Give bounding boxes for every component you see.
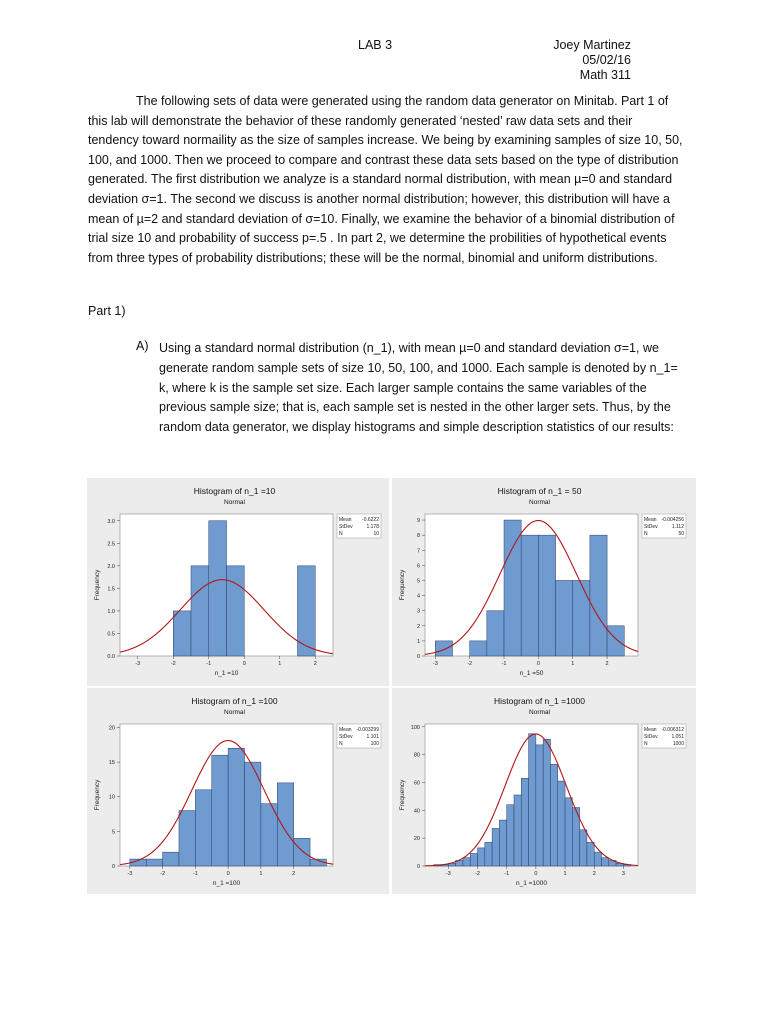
- x-tick-label: 0: [534, 871, 538, 877]
- y-tick-label: 7: [416, 548, 420, 555]
- histogram-bar: [543, 739, 550, 866]
- histogram-bar: [173, 611, 191, 656]
- stats-label: N: [339, 531, 343, 537]
- histogram-bar: [521, 778, 528, 866]
- y-tick-label: 3: [416, 608, 420, 615]
- stats-label: Mean: [644, 727, 657, 733]
- stats-value: 1.051: [671, 734, 684, 740]
- histogram-bar: [529, 734, 536, 866]
- histogram-n100-panel: [87, 688, 389, 894]
- histogram-bar: [565, 798, 572, 866]
- histogram-n50: [392, 478, 696, 686]
- histogram-bar: [485, 842, 492, 866]
- x-tick-label: -2: [160, 871, 166, 877]
- stats-value: 1000: [672, 741, 684, 747]
- y-tick-label: 4: [416, 593, 420, 600]
- y-tick-label: 1.5: [107, 586, 115, 593]
- x-tick-label: 2: [313, 661, 317, 667]
- part-a-paragraph: Using a standard normal distribution (n_1), with mean µ=0 and standard deviation σ=1, we generate random sample sets of size 10, 50, 100, and 1000. Each sample is denoted by n_1= k, where k is the sample set size. Each larger sample contains the same variables of the previous sample size; that is, each sample set is nested in the other larger sets. Thus, by the random data generator, we display histograms and simple description statistics of our results:: [159, 341, 678, 435]
- histogram-bar: [191, 566, 209, 656]
- x-tick-label: 0: [242, 661, 246, 667]
- x-tick-label: 0: [226, 871, 230, 877]
- histogram-bar: [556, 580, 573, 656]
- y-axis-label: Frequency: [399, 569, 406, 601]
- x-tick-label: -3: [135, 661, 141, 667]
- chart-subtitle: Normal: [224, 709, 245, 716]
- y-tick-label: 5: [111, 829, 115, 836]
- x-tick-label: -2: [467, 661, 473, 667]
- y-tick-label: 40: [413, 808, 420, 815]
- y-tick-label: 0.0: [107, 654, 115, 660]
- x-axis-label: n_1 =100: [212, 880, 241, 887]
- histogram-bar: [435, 641, 452, 656]
- histogram-bar: [209, 521, 227, 656]
- histogram-bar: [573, 580, 590, 656]
- x-tick-label: 3: [621, 871, 625, 877]
- author-name: Joey Martinez: [553, 38, 631, 52]
- lab-title: LAB 3: [358, 38, 393, 52]
- y-tick-label: 20: [108, 725, 115, 732]
- stats-label: Mean: [339, 517, 352, 523]
- stats-label: StDev: [644, 734, 658, 740]
- histogram-bar: [277, 783, 293, 866]
- part1-heading: Part 1): [88, 304, 126, 318]
- x-tick-label: -1: [192, 871, 198, 877]
- y-tick-label: 15: [108, 760, 115, 767]
- stats-label: StDev: [339, 734, 353, 740]
- y-tick-label: 5: [416, 578, 420, 585]
- histogram-bar: [602, 858, 609, 866]
- x-tick-label: 1: [278, 661, 282, 667]
- chart-title: Histogram of n_1 = 50: [497, 486, 582, 496]
- y-tick-label: 1.0: [107, 608, 115, 615]
- y-axis-label: Frequency: [94, 779, 101, 811]
- stats-value: 10: [373, 531, 379, 537]
- histogram-bar: [294, 838, 310, 866]
- histogram-bar: [487, 611, 504, 656]
- y-tick-label: 10: [108, 794, 115, 801]
- histogram-bar: [228, 748, 244, 866]
- histogram-n1000: [392, 688, 696, 894]
- chart-title: Histogram of n_1 =100: [191, 696, 278, 706]
- chart-subtitle: Normal: [529, 709, 550, 716]
- y-tick-label: 0: [416, 654, 420, 660]
- histogram-n10: [87, 478, 389, 686]
- stats-value: 1.101: [366, 734, 379, 740]
- x-tick-label: 1: [259, 871, 263, 877]
- intro-text: The following sets of data were generated using the random data generator on Minitab. Part 1 of this lab will demonstrate the behavior of these randomly generated ‘nested’ raw data sets and their tendency toward normaility as the size of samples increase. We being by examining samples of size 10, 50, 100, and 1000. Then we proceed to compare and contrast these data sets based on the type of distribution generated. The first distribution we analyze is a standard normal distribution, with mean µ=0 and standard deviation σ=1. The second we discuss is another normal distribution; however, this distribution will have a mean of µ=2 and standard deviation of σ=10. Finally, we examine the behavior of a binomial distribution of trial size 10 and probability of success p=.5 . In part 2, we determine the probilities of hypothetical events from three types of probability distributions; these will be the normal, binomial and uniform distributions.: [88, 94, 683, 265]
- y-tick-label: 100: [410, 724, 420, 731]
- histogram-bar: [499, 820, 506, 866]
- histogram-bar: [587, 842, 594, 866]
- x-tick-label: -2: [475, 871, 480, 877]
- x-axis-label: n_1 =50: [519, 670, 544, 677]
- header-info: [553, 38, 631, 83]
- histogram-bar: [538, 535, 555, 656]
- histogram-bar: [212, 755, 228, 866]
- histogram-bar: [163, 852, 179, 866]
- stats-value: -0.004256: [661, 517, 684, 523]
- histogram-bar: [227, 566, 245, 656]
- histogram-bar: [558, 781, 565, 866]
- stats-value: 1.112: [671, 524, 684, 530]
- stats-value: 100: [370, 741, 379, 747]
- histogram-bar: [504, 520, 521, 656]
- x-tick-label: 2: [592, 871, 596, 877]
- y-tick-label: 2: [416, 623, 420, 630]
- stats-label: StDev: [339, 524, 353, 530]
- stats-value: -0.6222: [362, 517, 379, 523]
- stats-label: Mean: [339, 727, 352, 733]
- x-tick-label: 2: [605, 661, 609, 667]
- x-axis-label: n_1 =1000: [516, 880, 547, 887]
- x-tick-label: -2: [170, 661, 176, 667]
- histogram-bar: [492, 828, 499, 866]
- x-tick-label: 2: [292, 871, 296, 877]
- histogram-bar: [179, 811, 195, 866]
- chart-title: Histogram of n_1 =1000: [494, 696, 585, 706]
- histogram-bar: [146, 859, 162, 866]
- stats-label: Mean: [644, 517, 657, 523]
- histogram-n1000-panel: [392, 688, 696, 894]
- x-tick-label: -1: [501, 661, 507, 667]
- histogram-bar: [536, 745, 543, 866]
- x-tick-label: 1: [571, 661, 575, 667]
- y-tick-label: 0: [416, 864, 420, 870]
- y-axis-label: Frequency: [399, 779, 406, 811]
- stats-label: N: [339, 741, 343, 747]
- y-tick-label: 8: [416, 533, 420, 540]
- intro-paragraph: [88, 92, 684, 268]
- x-tick-label: 0: [536, 661, 540, 667]
- y-tick-label: 9: [416, 518, 420, 525]
- stats-value: -0.006312: [661, 727, 684, 733]
- histogram-bar: [590, 535, 607, 656]
- y-axis-label: Frequency: [94, 569, 101, 601]
- x-tick-label: -1: [206, 661, 212, 667]
- y-tick-label: 60: [413, 780, 420, 787]
- histogram-n50-panel: [392, 478, 696, 686]
- y-tick-label: 80: [413, 752, 420, 759]
- histogram-bar: [580, 830, 587, 866]
- y-tick-label: 3.0: [107, 518, 115, 525]
- histogram-n10-panel: [87, 478, 389, 686]
- histogram-bar: [478, 848, 485, 866]
- chart-subtitle: Normal: [529, 499, 550, 506]
- part-a-letter: A): [136, 339, 149, 353]
- stats-value: 1.178: [366, 524, 379, 530]
- x-tick-label: -3: [432, 661, 438, 667]
- histogram-bar: [470, 853, 477, 866]
- stats-label: N: [644, 741, 648, 747]
- x-axis-label: n_1 =10: [214, 670, 239, 677]
- chart-title: Histogram of n_1 =10: [193, 486, 276, 496]
- histogram-n100: [87, 688, 389, 894]
- histogram-bar: [195, 790, 211, 866]
- chart-subtitle: Normal: [224, 499, 245, 506]
- course-name: Math 311: [579, 68, 631, 82]
- x-tick-label: -3: [127, 871, 133, 877]
- histogram-bar: [607, 626, 624, 656]
- stats-label: StDev: [644, 524, 658, 530]
- x-tick-label: -1: [504, 871, 510, 877]
- stats-value: 50: [678, 531, 684, 537]
- histogram-bar: [521, 535, 538, 656]
- y-tick-label: 0.5: [107, 631, 115, 638]
- y-tick-label: 6: [416, 563, 420, 570]
- x-tick-label: -3: [445, 871, 451, 877]
- document-date: 05/02/16: [582, 53, 631, 67]
- x-tick-label: 1: [563, 871, 567, 877]
- histogram-bar: [470, 641, 487, 656]
- histogram-bar: [514, 795, 521, 866]
- stats-label: N: [644, 531, 648, 537]
- histogram-bar: [507, 805, 514, 866]
- histogram-bar: [594, 852, 601, 866]
- histogram-bar: [550, 764, 557, 866]
- y-tick-label: 1: [416, 638, 420, 645]
- y-tick-label: 2.5: [107, 541, 115, 548]
- y-tick-label: 2.0: [107, 563, 115, 570]
- stats-value: -0.003299: [356, 727, 379, 733]
- y-tick-label: 20: [413, 836, 420, 843]
- histogram-bar: [463, 858, 470, 866]
- y-tick-label: 0: [111, 864, 115, 870]
